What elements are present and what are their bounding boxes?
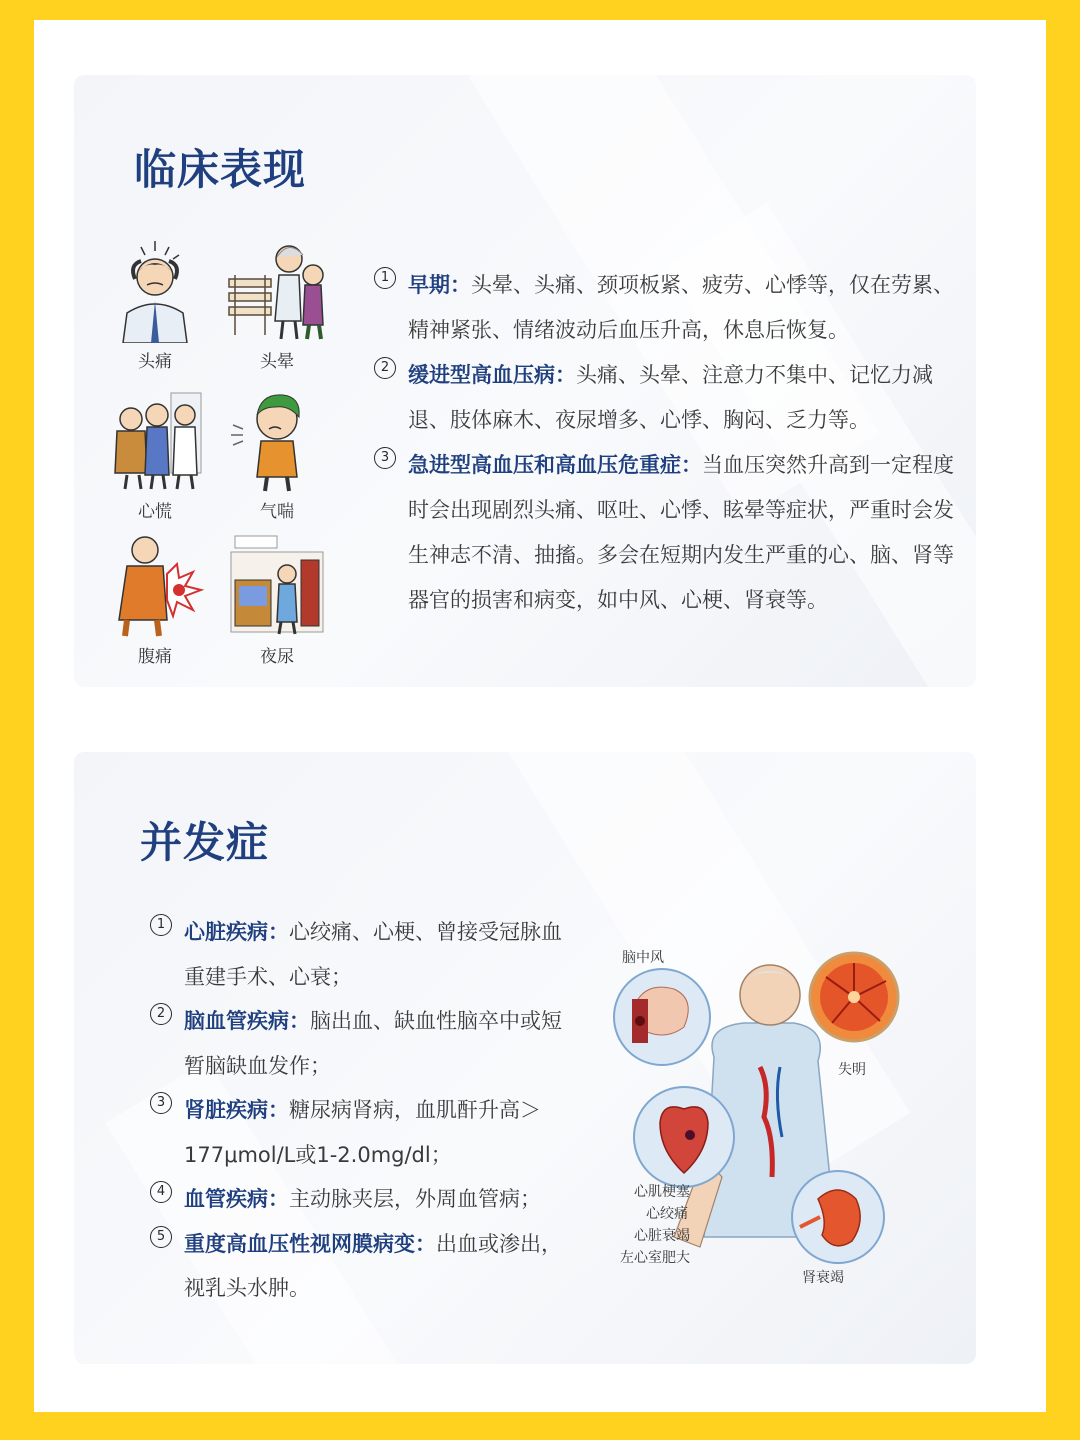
label-angina: 心绞痛 <box>646 1206 688 1222</box>
item-number: 3 <box>150 1092 172 1114</box>
label-kidney-failure: 肾衰竭 <box>802 1270 844 1286</box>
symptom-dizziness <box>222 235 332 375</box>
list-item <box>150 999 570 1088</box>
list-item <box>150 1222 570 1311</box>
page <box>34 20 1046 1412</box>
item-number: 1 <box>150 914 172 936</box>
item-body: 脑出血、缺血性脑卒中或短暂脑缺血发作； <box>184 1009 562 1078</box>
item-number: 3 <box>374 447 396 469</box>
symptom-grid <box>100 235 350 675</box>
symptom-label: 心慌 <box>138 502 172 522</box>
item-heading: 急进型高血压和高血压危重症： <box>408 453 702 477</box>
list-item <box>374 263 959 353</box>
dizziness-illustration-icon <box>227 235 327 343</box>
label-stroke: 脑中风 <box>622 950 664 966</box>
label-heart-failure: 心脏衰竭 <box>634 1228 690 1244</box>
palpitation-illustration-icon <box>105 385 205 493</box>
item-body: 糖尿病肾病，血肌酐升高＞177μmol/L或1-2.0mg/dl； <box>184 1098 541 1167</box>
item-heading: 心脏疾病： <box>184 920 289 944</box>
item-heading: 早期： <box>408 273 471 297</box>
section-title-clinical: 临床表现 <box>134 145 307 194</box>
complications-card <box>74 752 976 1364</box>
item-body: 心绞痛、心梗、曾接受冠脉血重建手术、心衰； <box>184 920 562 989</box>
symptom-label: 头晕 <box>260 352 294 372</box>
item-heading: 脑血管疾病： <box>184 1009 310 1033</box>
symptom-abdominal-pain <box>100 530 210 670</box>
item-number: 2 <box>374 357 396 379</box>
complications-diagram <box>604 937 904 1297</box>
label-heart-infarction: 心肌梗塞 <box>634 1184 690 1200</box>
headache-illustration-icon <box>105 235 205 343</box>
item-number: 1 <box>374 267 396 289</box>
item-body: 主动脉夹层，外周血管病； <box>289 1187 541 1211</box>
clinical-list <box>374 263 959 623</box>
item-body: 头痛、头晕、注意力不集中、记忆力减退、肢体麻木、夜尿增多、心悸、胸闷、乏力等。 <box>408 363 933 432</box>
symptom-headache <box>100 235 210 375</box>
symptom-nocturia <box>222 530 332 670</box>
list-item <box>374 443 959 623</box>
item-number: 5 <box>150 1226 172 1248</box>
complications-list <box>150 910 570 1311</box>
list-item <box>374 353 959 443</box>
symptom-label: 夜尿 <box>260 647 294 667</box>
item-heading: 肾脏疾病： <box>184 1098 289 1122</box>
label-lvh: 左心室肥大 <box>620 1250 690 1266</box>
abdominal-pain-illustration-icon <box>105 530 205 638</box>
symptom-label: 气喘 <box>260 502 294 522</box>
item-body: 头晕、头痛、颈项板紧、疲劳、心悸等，仅在劳累、精神紧张、情绪波动后血压升高，休息后恢复。 <box>408 273 954 342</box>
nocturia-illustration-icon <box>227 530 327 638</box>
section-title-complications: 并发症 <box>140 818 270 867</box>
item-heading: 缓进型高血压病： <box>408 363 576 387</box>
item-body: 出血或渗出，视乳头水肿。 <box>184 1231 562 1300</box>
symptom-shortness-of-breath <box>222 385 332 525</box>
item-number: 2 <box>150 1003 172 1025</box>
symptom-label: 腹痛 <box>138 647 172 667</box>
symptom-palpitation <box>100 385 210 525</box>
label-blindness: 失明 <box>838 1062 866 1078</box>
clinical-card <box>74 75 976 687</box>
list-item <box>150 910 570 999</box>
item-heading: 血管疾病： <box>184 1187 289 1211</box>
breathless-illustration-icon <box>227 385 327 493</box>
list-item <box>150 1088 570 1177</box>
symptom-label: 头痛 <box>138 352 172 372</box>
list-item <box>150 1177 570 1222</box>
item-body: 当血压突然升高到一定程度时会出现剧烈头痛、呕吐、心悸、眩晕等症状，严重时会发生神志不清、抽搐。多会在短期内发生严重的心、脑、肾等器官的损害和病变，如中风、心梗、肾衰等。 <box>408 453 954 612</box>
item-heading: 重度高血压性视网膜病变： <box>184 1231 436 1256</box>
item-number: 4 <box>150 1181 172 1203</box>
